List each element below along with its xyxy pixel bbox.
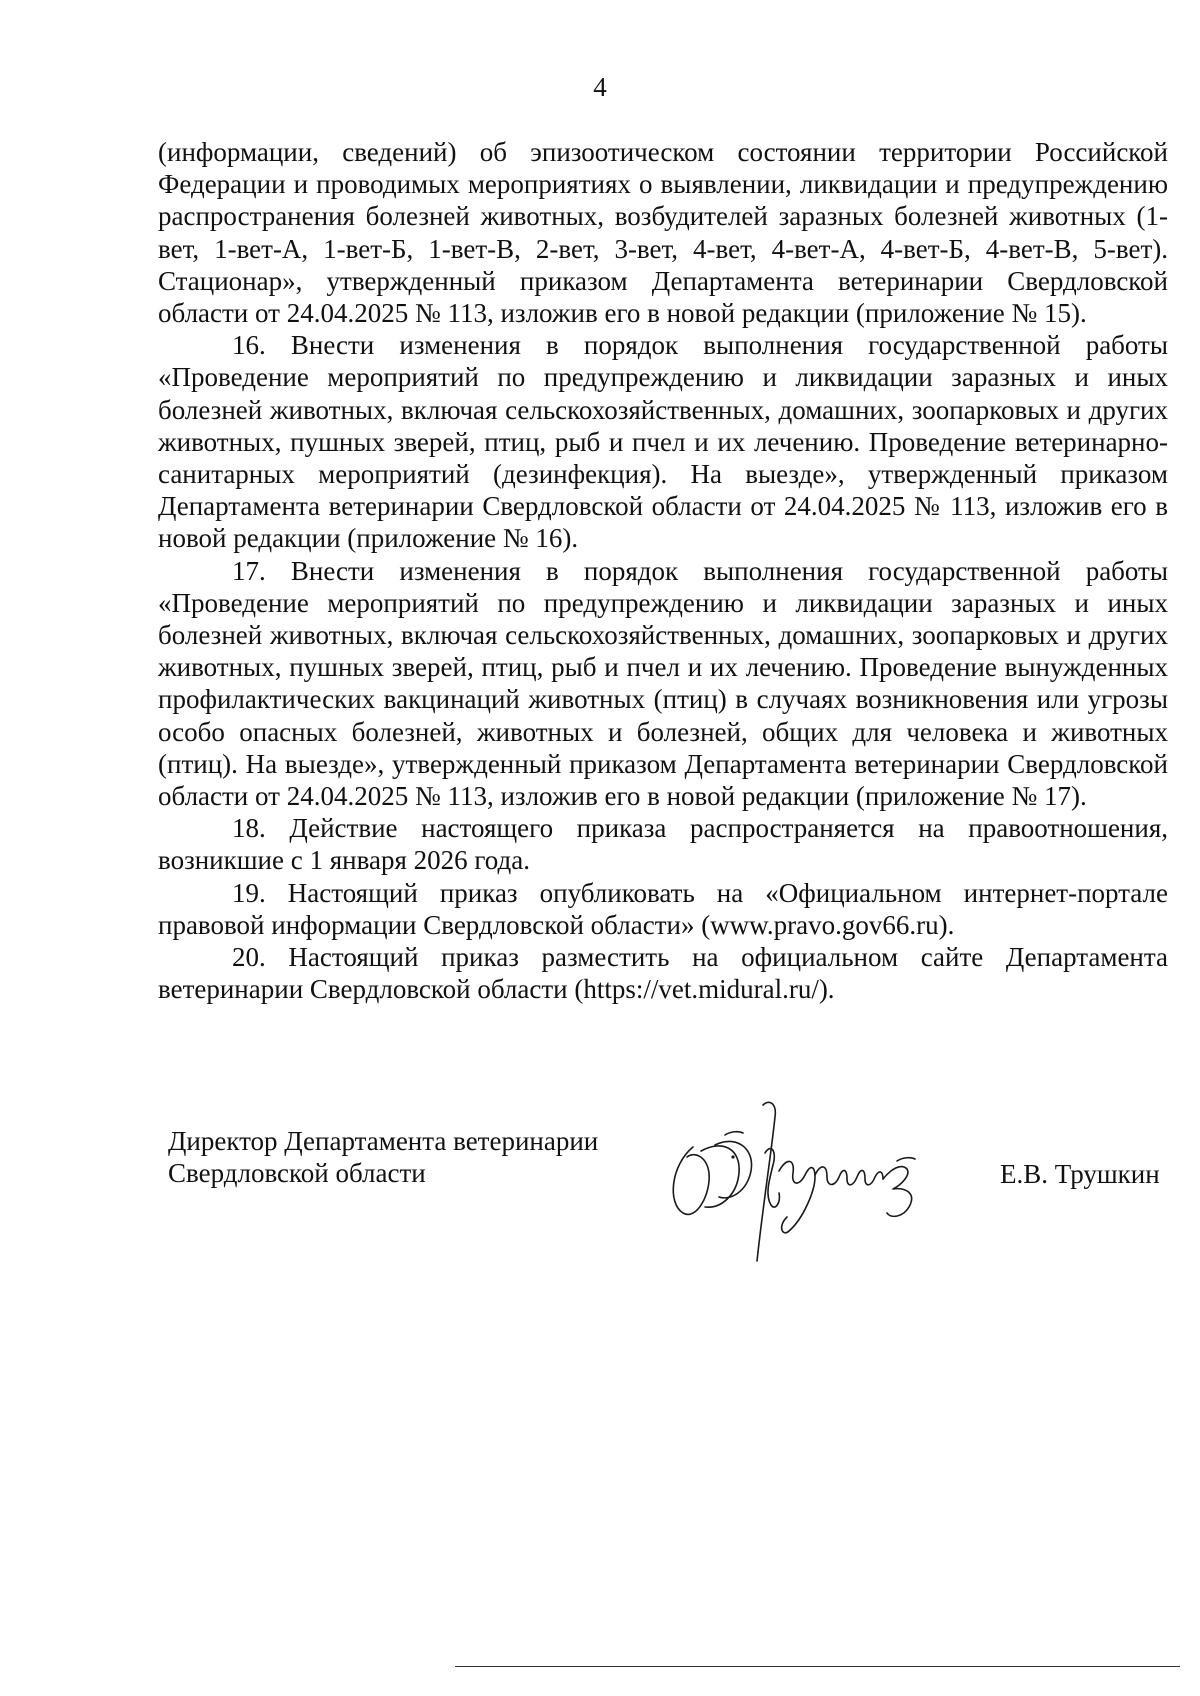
handwritten-signature — [665, 1095, 965, 1265]
signer-position-line-2: Свердловской области — [168, 1158, 426, 1188]
paragraph-item-20: 20. Настоящий приказ разместить на официальном сайте Департамента ветеринарии Свердловской области (https://vet.midural.ru/). — [158, 942, 1168, 1005]
page-number: 4 — [593, 72, 607, 102]
signer-position — [168, 1125, 598, 1189]
signer-name: Е.В. Трушкин — [1000, 1159, 1160, 1189]
document-body — [158, 136, 1168, 1005]
signer-position-line-1: Директор Департамента ветеринарии — [168, 1126, 599, 1156]
paragraph-item-17: 17. Внести изменения в порядок выполнения государственной работы «Проведение мероприятий по предупреждению и ликвидации заразных и иных болезней животных, включая сельскохозяйственных, домашних, зоопарковых и других животных, пушных зверей, птиц, рыб и пчел и их лечению. Проведение вынужденных профилактических вакцинаций животных (птиц) в случаях возникновения или угрозы особо опасных болезней, животных и болезней, общих для человека и животных (птиц). На выезде», утвержденный приказом Департамента ветеринарии Свердловской области от 24.04.2025 № 113, изложив его в новой редакции (приложение № 17). — [158, 555, 1168, 812]
paragraph-continuation: (информации, сведений) об эпизоотическом состоянии территории Российской Федерации и проводимых мероприятиях о выявлении, ликвидации и предупреждению распространения болезней животных, возбудителей заразных болезней животных (1-вет, 1-вет-А, 1-вет-Б, 1-вет-В, 2-вет, 3-вет, 4-вет, 4-вет-А, 4-вет-Б, 4-вет-В, 5-вет). Стационар», утвержденный приказом Департамента ветеринарии Свердловской области от 24.04.2025 № 113, изложив его в новой редакции (приложение № 15). — [158, 137, 1168, 329]
paragraph-item-19: 19. Настоящий приказ опубликовать на «Официальном интернет-портале правовой информации Свердловской области» (www.pravo.gov66.ru). — [158, 877, 1168, 940]
footer-divider — [455, 1666, 1180, 1667]
paragraph-item-18: 18. Действие настоящего приказа распространяется на правоотношения, возникшие с 1 января 2026 года. — [158, 813, 1168, 876]
paragraph-item-16: 16. Внести изменения в порядок выполнения государственной работы «Проведение мероприятий по предупреждению и ликвидации заразных и иных болезней животных, включая сельскохозяйственных, домашних, зоопарковых и других животных, пушных зверей, птиц, рыб и пчел и их лечению. Проведение ветеринарно-санитарных мероприятий (дезинфекция). На выезде», утвержденный приказом Департамента ветеринарии Свердловской области от 24.04.2025 № 113, изложив его в новой редакции (приложение № 16). — [158, 330, 1168, 554]
